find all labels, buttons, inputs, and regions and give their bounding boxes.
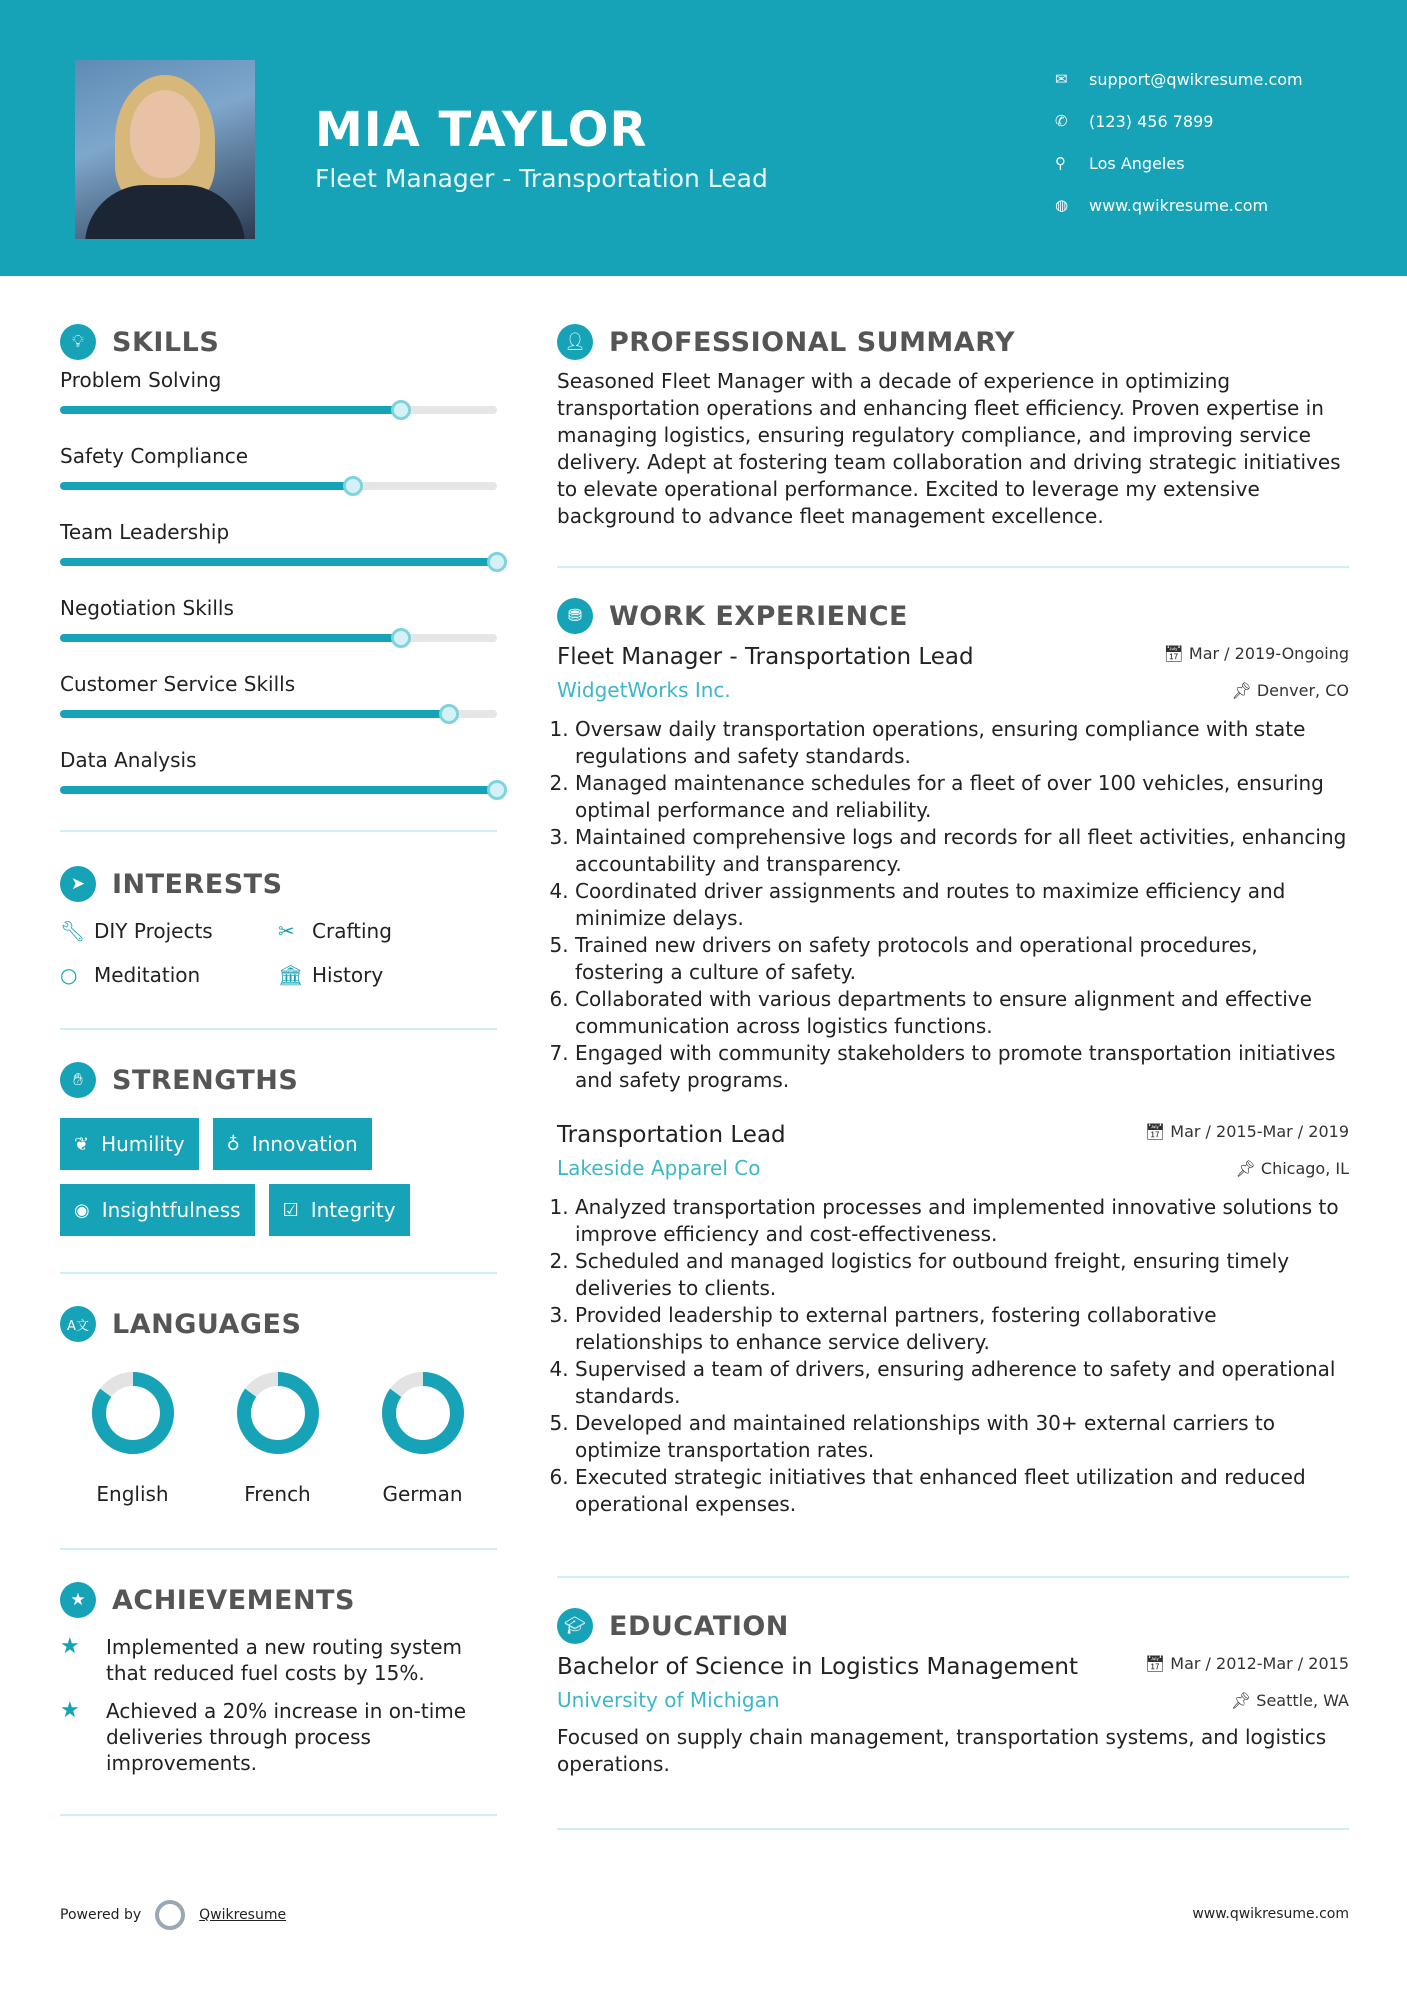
summary-heading: 👤︎ PROFESSIONAL SUMMARY	[557, 320, 1349, 364]
skill-bar-fill	[60, 558, 497, 566]
interest-item: ○ Meditation	[60, 963, 201, 987]
skill-name: Negotiation Skills	[60, 596, 234, 620]
job-bullet: 7. Engaged with community stakeholders to promote transportation initiatives and safety programs.	[575, 1040, 1349, 1094]
contact-location: ⚲ Los Angeles	[1055, 153, 1185, 173]
language-item	[205, 1368, 350, 1506]
job-title: Transportation Lead	[557, 1122, 786, 1148]
skill-item	[60, 516, 497, 592]
strengths-heading: ✋︎ STRENGTHS	[60, 1058, 497, 1102]
job-dates: 📅︎ Mar / 2015-Mar / 2019	[1144, 1122, 1349, 1141]
eye-icon: ◉	[74, 1199, 90, 1221]
skill-name: Safety Compliance	[60, 444, 249, 468]
skill-bar-knob	[391, 628, 411, 648]
calendar-icon: 📅︎	[1144, 1654, 1171, 1673]
languages-heading: A文 LANGUAGES	[60, 1302, 497, 1346]
language-item	[60, 1368, 205, 1506]
leaf-icon: ❦	[74, 1133, 90, 1155]
section-divider	[557, 1576, 1349, 1578]
phone-icon: ✆	[1055, 112, 1068, 130]
skill-bar	[60, 786, 497, 794]
job-bullet: 3. Provided leadership to external partners, fostering collaborative relationships to enhance service delivery.	[575, 1302, 1349, 1356]
resume-header	[0, 0, 1407, 276]
left-column	[60, 320, 497, 1816]
job-location: 📌︎ Denver, CO	[1231, 680, 1349, 700]
education-location: 📌︎ Seattle, WA	[1230, 1690, 1349, 1710]
candidate-name: MIA TAYLOR	[315, 102, 648, 158]
language-item	[350, 1368, 495, 1506]
language-donut	[88, 1368, 178, 1458]
star-icon: ★	[60, 1698, 80, 1723]
checkbox-icon: ☑	[282, 1199, 299, 1221]
museum-icon: 🏛︎	[278, 963, 304, 987]
job-bullet: 3. Maintained comprehensive logs and records for all fleet activities, enhancing accountability and transparency.	[575, 824, 1349, 878]
interest-item: 🏛︎ History	[278, 963, 384, 987]
education-dates: 📅︎ Mar / 2012-Mar / 2015	[1144, 1654, 1349, 1673]
skill-bar-knob	[487, 552, 507, 572]
strengths-list	[60, 1118, 497, 1236]
footer-branding: Powered by Qwikresume	[60, 1900, 286, 1930]
qwikresume-logo-icon	[155, 1900, 185, 1930]
skill-bar	[60, 406, 497, 414]
skill-bar	[60, 482, 497, 490]
pin-icon: 📌︎	[1235, 1158, 1261, 1178]
job-title: Fleet Manager - Transportation Lead	[557, 644, 974, 670]
section-divider	[60, 1548, 497, 1550]
hand-icon: ✋︎	[60, 1062, 96, 1098]
job-bullet: 5. Trained new drivers on safety protocols and operational procedures, fostering a culture of safety.	[575, 932, 1349, 986]
job-entry	[557, 1122, 1349, 1518]
graduation-cap-icon: 🎓︎	[557, 1608, 593, 1644]
calendar-icon: 📅︎	[1163, 644, 1189, 663]
right-column	[557, 320, 1349, 1830]
strength-tag: ☑ Integrity	[269, 1184, 410, 1236]
skills-heading: 💡︎ SKILLS	[60, 320, 497, 364]
company-name: Lakeside Apparel Co	[557, 1156, 761, 1180]
star-badge-icon: ★	[60, 1582, 96, 1618]
skill-name: Team Leadership	[60, 520, 230, 544]
language-name: French	[244, 1482, 311, 1506]
job-bullets	[557, 1194, 1349, 1518]
job-bullet: 5. Developed and maintained relationships with 30+ external carriers to optimize transportation rates.	[575, 1410, 1349, 1464]
contact-phone[interactable]: ✆ (123) 456 7899	[1055, 111, 1214, 131]
skill-bar-knob	[343, 476, 363, 496]
contact-list	[1055, 58, 1303, 226]
languages-list	[60, 1368, 497, 1506]
job-entry	[557, 644, 1349, 1094]
skill-item	[60, 744, 497, 820]
skill-bar-knob	[487, 780, 507, 800]
footer-site[interactable]: www.qwikresume.com	[1192, 1906, 1349, 1922]
globe-icon: ◍	[1055, 196, 1069, 214]
envelope-icon: ✉	[1055, 70, 1068, 88]
job-bullet: 1. Analyzed transportation processes and implemented innovative solutions to improve efficiency and cost-effectiveness.	[575, 1194, 1349, 1248]
skill-bar	[60, 558, 497, 566]
skill-name: Data Analysis	[60, 748, 197, 772]
section-divider	[557, 566, 1349, 568]
pin-icon: 📌︎	[1230, 1690, 1257, 1710]
section-divider	[60, 1814, 497, 1816]
paper-plane-icon: ➤	[60, 866, 96, 902]
language-donut	[378, 1368, 468, 1458]
section-divider	[60, 1272, 497, 1274]
job-bullet: 4. Coordinated driver assignments and routes to maximize efficiency and minimize delays.	[575, 878, 1349, 932]
achievement-item: ★ Implemented a new routing system that reduced fuel costs by 15%.	[60, 1634, 463, 1685]
language-icon: A文	[60, 1306, 96, 1342]
interests-list	[60, 916, 497, 990]
achievement-item: ★ Achieved a 20% increase in on-time deliveries through process improvements.	[60, 1698, 467, 1775]
candidate-role: Fleet Manager - Transportation Lead	[315, 164, 768, 193]
skill-bar	[60, 710, 497, 718]
lightbulb-icon: ♁	[226, 1133, 240, 1155]
skill-bar-knob	[391, 400, 411, 420]
contact-website[interactable]: ◍ www.qwikresume.com	[1055, 195, 1269, 215]
profile-photo	[75, 60, 255, 239]
education-description: Focused on supply chain management, transportation systems, and logistics operations.	[557, 1725, 1327, 1776]
brand-link[interactable]: Qwikresume	[199, 1907, 287, 1923]
job-bullet: 6. Executed strategic initiatives that enhanced fleet utilization and reduced operational expenses.	[575, 1464, 1349, 1518]
skill-bar-fill	[60, 786, 497, 794]
skill-bar-fill	[60, 406, 401, 414]
skill-bar-fill	[60, 634, 401, 642]
company-name: WidgetWorks Inc.	[557, 678, 731, 702]
user-icon: 👤︎	[557, 324, 593, 360]
experience-heading: ⛃ WORK EXPERIENCE	[557, 594, 1349, 638]
language-donut	[233, 1368, 323, 1458]
degree: Bachelor of Science in Logistics Management	[557, 1654, 1079, 1680]
skill-bar	[60, 634, 497, 642]
skill-bar-knob	[439, 704, 459, 724]
education-entry	[557, 1654, 1349, 1778]
skill-item	[60, 364, 497, 440]
section-divider	[60, 1028, 497, 1030]
wrench-icon: 🔧︎	[60, 919, 86, 943]
skill-item	[60, 440, 497, 516]
school-name: University of Michigan	[557, 1688, 780, 1712]
interest-item: 🔧︎ DIY Projects	[60, 919, 213, 943]
summary-text: Seasoned Fleet Manager with a decade of experience in optimizing transportation operations and enhancing fleet efficiency. Proven expertise in managing logistics, ensuring regulatory compliance, and improving service delivery. Adept at fostering team collaboration and driving strategic initiatives to elevate operational performance. Excited to leverage my extensive background to advance fleet management excellence.	[557, 369, 1341, 528]
section-divider	[60, 830, 497, 832]
skill-bar-fill	[60, 482, 353, 490]
lightbulb-icon: 💡︎	[60, 324, 96, 360]
chair-icon: ⛃	[557, 598, 593, 634]
skills-list	[60, 364, 497, 820]
achievements-heading: ★ ACHIEVEMENTS	[60, 1578, 497, 1622]
skill-item	[60, 668, 497, 744]
language-name: German	[382, 1482, 463, 1506]
scissors-icon: ✂	[278, 919, 295, 943]
job-dates: 📅︎ Mar / 2019-Ongoing	[1163, 644, 1349, 663]
section-divider	[557, 1828, 1349, 1830]
strength-tag: ◉ Insightfulness	[60, 1184, 255, 1236]
job-location: 📌︎ Chicago, IL	[1235, 1158, 1349, 1178]
skill-item	[60, 592, 497, 668]
skill-name: Customer Service Skills	[60, 672, 296, 696]
contact-email[interactable]: ✉ support@qwikresume.com	[1055, 69, 1303, 89]
skill-bar-fill	[60, 710, 449, 718]
job-bullet: 1. Oversaw daily transportation operations, ensuring compliance with state regulations and safety standards.	[575, 716, 1349, 770]
job-bullets	[557, 716, 1349, 1094]
interests-heading: ➤ INTERESTS	[60, 862, 497, 906]
pin-icon: 📌︎	[1231, 680, 1257, 700]
education-heading: 🎓︎ EDUCATION	[557, 1604, 1349, 1648]
strength-tag: ❦ Humility	[60, 1118, 199, 1170]
calendar-icon: 📅︎	[1144, 1122, 1171, 1141]
map-pin-icon: ⚲	[1055, 154, 1066, 172]
job-bullet: 2. Scheduled and managed logistics for outbound freight, ensuring timely deliveries to clients.	[575, 1248, 1349, 1302]
job-bullet: 2. Managed maintenance schedules for a fleet of over 100 vehicles, ensuring optimal performance and reliability.	[575, 770, 1349, 824]
job-bullet: 6. Collaborated with various departments to ensure alignment and effective communication across logistics functions.	[575, 986, 1349, 1040]
skill-name: Problem Solving	[60, 368, 222, 392]
job-bullet: 4. Supervised a team of drivers, ensuring adherence to safety and operational standards.	[575, 1356, 1349, 1410]
circle-icon: ○	[60, 963, 78, 987]
strength-tag: ♁ Innovation	[213, 1118, 372, 1170]
interest-item: ✂ Crafting	[278, 919, 392, 943]
language-name: English	[96, 1482, 169, 1506]
star-icon: ★	[60, 1634, 80, 1659]
